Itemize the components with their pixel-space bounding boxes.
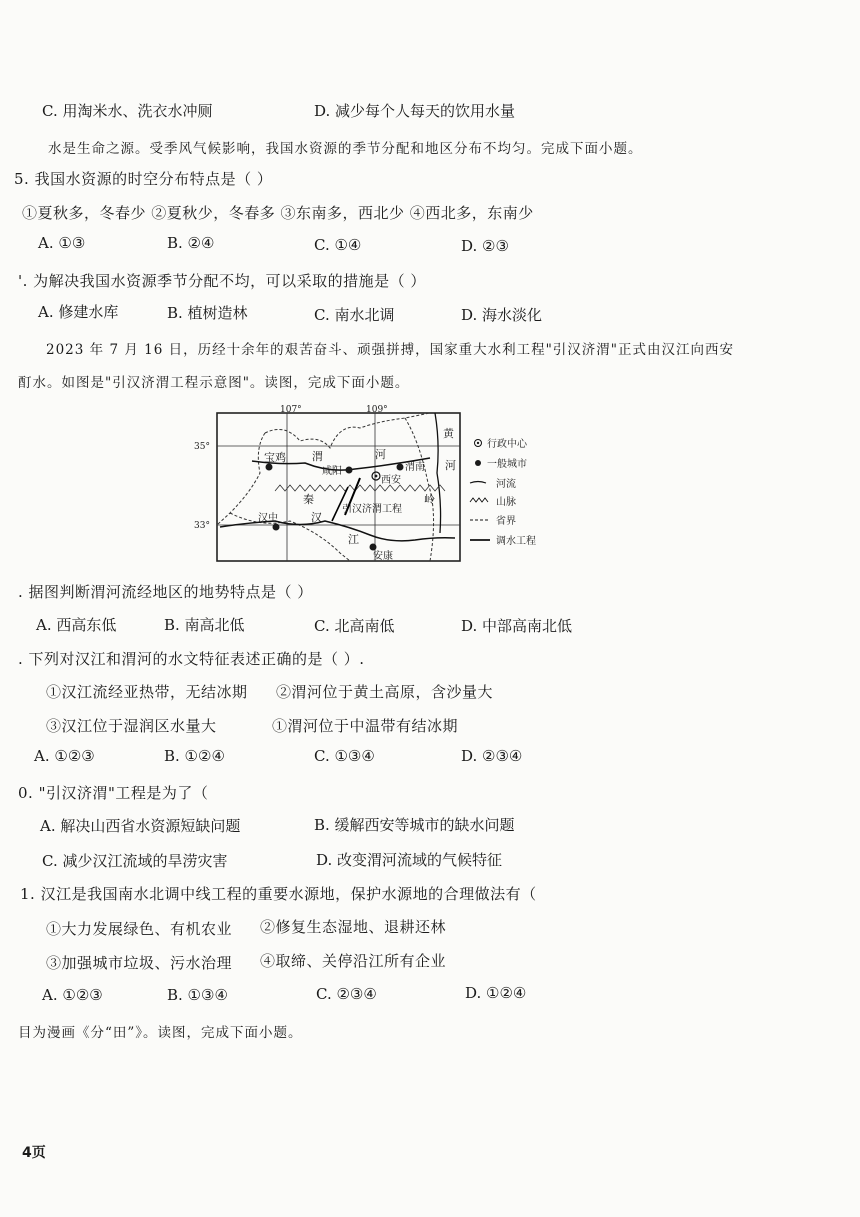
question-11-statement-1: ①大力发展绿色、有机农业 — [46, 920, 233, 938]
place-ankang: 安康 — [373, 551, 393, 562]
legend-diversion: 调水工程 — [496, 536, 536, 547]
question-9-statement-3: ③汉江位于湿润区水量大 — [46, 717, 217, 735]
option-b: B. ②④ — [167, 234, 215, 252]
place-baoji: 宝鸡 — [264, 451, 286, 464]
option-b: B. 南高北低 — [164, 616, 245, 634]
question-9-statement-1: ①汉江流经亚热带，无结冰期 — [46, 683, 248, 701]
lat-label: 33° — [194, 521, 210, 531]
option-c: C. 北高南低 — [314, 617, 395, 635]
lon-label: 107° — [280, 405, 302, 415]
legend-boundary: 省界 — [496, 516, 516, 527]
option-c: C. ①③④ — [314, 747, 375, 765]
place-xian: 西安 — [381, 475, 401, 486]
question-11-stem: 1. 汉江是我国南水北调中线工程的重要水源地，保护水源地的合理做法有（ — [20, 885, 537, 903]
lon-label: 109° — [366, 405, 388, 415]
question-9-stem: . 下列对汉江和渭河的水文特征表述正确的是（ ）. — [18, 650, 365, 668]
project-label: 引汉济渭工程 — [342, 504, 402, 515]
yin-han-ji-wei-map — [190, 403, 560, 571]
place-qin: 秦 — [303, 493, 314, 506]
legend-mountain: 山脉 — [496, 497, 516, 508]
option-b: B. 缓解西安等城市的缺水问题 — [314, 816, 515, 834]
place-xianyang: 咸阳 — [322, 466, 342, 477]
question-10-stem: 0. "引汉济渭"工程是为了（ — [18, 784, 209, 802]
question-9-statement-2: ②渭河位于黄土高原，含沙量大 — [276, 683, 494, 701]
question-11-statement-3: ③加强城市垃圾、污水治理 — [46, 954, 233, 972]
place-ling: 岭 — [424, 493, 435, 506]
question-7-stem: '. 为解决我国水资源季节分配不均，可以采取的措施是（ ） — [18, 272, 426, 290]
intro-paragraph-3: 目为漫画《分“田”》。读图，完成下面小题。 — [18, 1025, 303, 1041]
map-legend — [470, 437, 536, 547]
question-11-statement-2: ②修复生态湿地、退耕还林 — [260, 918, 447, 936]
capital-marker — [375, 475, 378, 478]
intro-paragraph-1: 水是生命之源。受季风气候影响，我国水资源的季节分配和地区分布不均匀。完成下面小题。 — [48, 141, 643, 157]
option-c: C. ①④ — [314, 236, 362, 254]
option-b: B. 植树造林 — [167, 304, 248, 322]
page-number: 4页 — [22, 1145, 46, 1161]
option-d: D. 中部高南北低 — [461, 617, 573, 635]
option-a: A. 西高东低 — [36, 616, 117, 634]
city-marker — [346, 467, 353, 474]
option-c: C. 减少汉江流域的旱涝灾害 — [42, 852, 228, 870]
question-11-statement-4: ④取缔、关停沿江所有企业 — [260, 952, 447, 970]
option-a: A. ①②③ — [42, 986, 103, 1004]
place-huang: 黄 — [443, 427, 454, 440]
option-a: A. 解决山西省水资源短缺问题 — [40, 817, 241, 835]
intro-paragraph-2-line-2: 酊水。如图是"引汉济渭工程示意图"。读图，完成下面小题。 — [18, 375, 410, 391]
option-a: A. 修建水库 — [38, 303, 119, 321]
city-marker — [370, 544, 377, 551]
question-8-stem: . 据图判断渭河流经地区的地势特点是（ ） — [18, 583, 313, 601]
city-marker — [273, 524, 280, 531]
place-hanzhong: 汉中 — [258, 513, 278, 524]
option-d: D. 减少每个人每天的饮用水量 — [314, 102, 516, 120]
question-9-statement-4: ①渭河位于中温带有结冰期 — [272, 717, 459, 735]
option-d: D. 海水淡化 — [461, 306, 543, 324]
question-6-statements: ①夏秋多，冬春少 ②夏秋少，冬春多 ③东南多，西北少 ④西北多，东南少 — [22, 204, 534, 222]
option-a: A. ①③ — [38, 234, 86, 252]
option-d: D. ②③④ — [461, 747, 523, 765]
option-c: C. 南水北调 — [314, 306, 395, 324]
place-he-yellow: 河 — [445, 459, 456, 472]
option-d: D. ②③ — [461, 237, 509, 255]
place-he: 河 — [375, 448, 386, 461]
city-marker — [266, 464, 273, 471]
option-b: B. ①②④ — [164, 747, 225, 765]
place-wei: 渭 — [312, 450, 323, 463]
option-a: A. ①②③ — [34, 747, 95, 765]
option-b: B. ①③④ — [167, 986, 228, 1004]
legend-river: 河流 — [496, 479, 516, 490]
legend-capital: 行政中心 — [487, 439, 527, 450]
option-d: D. 改变渭河流域的气候特征 — [316, 851, 503, 869]
option-c: C. ②③④ — [316, 985, 377, 1003]
city-marker — [397, 464, 404, 471]
lat-label: 35° — [194, 442, 210, 452]
place-han: 汉 — [311, 511, 322, 524]
question-6-stem: 5. 我国水资源的时空分布特点是（ ） — [14, 170, 273, 188]
place-jiang: 江 — [348, 533, 359, 546]
option-d: D. ①②④ — [465, 984, 527, 1002]
intro-paragraph-2-line-1: 2023 年 7 月 16 日，历经十余年的艰苦奋斗、顽强拼搏，国家重大水利工程"引汉济渭"正式由汉江向西安 — [46, 342, 734, 358]
option-c: C. 用淘米水、洗衣水冲厕 — [42, 102, 213, 120]
legend-city: 一般城市 — [487, 459, 527, 470]
place-weinan: 渭南 — [405, 462, 425, 473]
